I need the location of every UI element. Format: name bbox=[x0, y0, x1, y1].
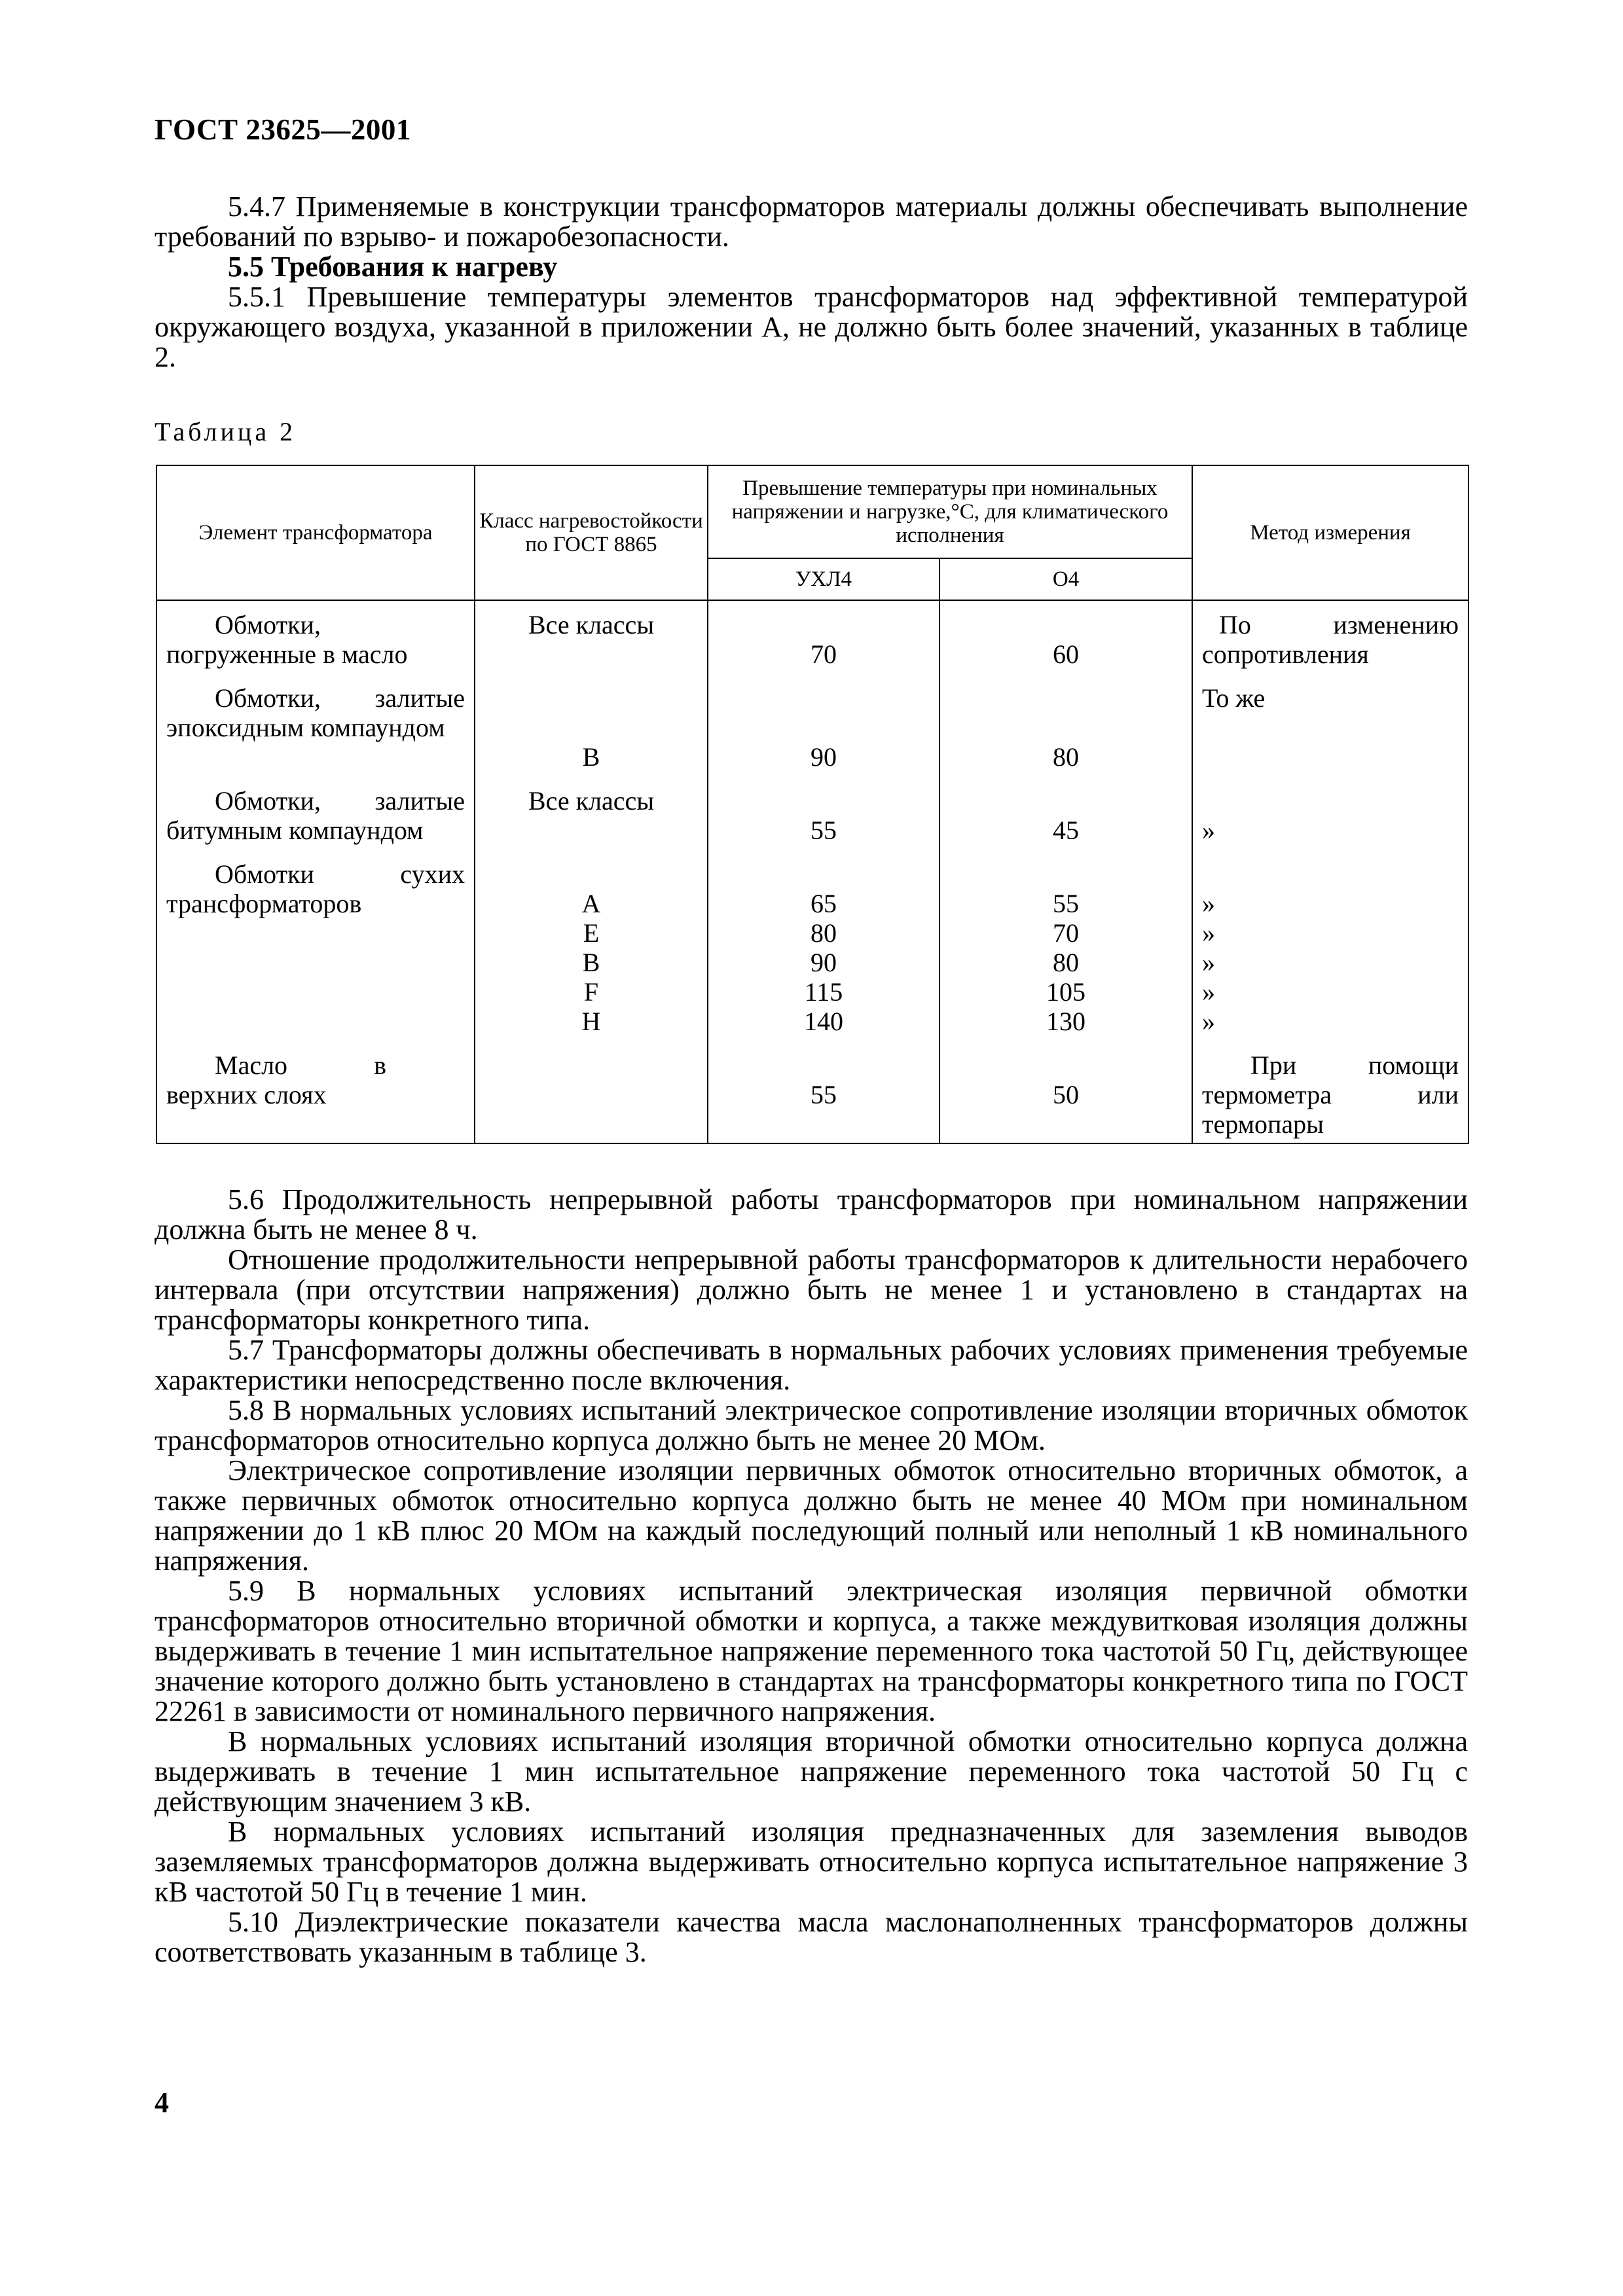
paragraph-5-8-primary: Электрическое сопротивление изоляции первичных обмоток относительно вторичных обмоток, а также первичных обмоток относительно корпуса должно быть не менее 40 МОм при номинальном напряжении до 1 кВ плюс 20 МОм на каждый последующий полный или неполный 1 кВ номинального напряжения. bbox=[155, 1454, 1468, 1577]
cell-uhl4: 55 bbox=[708, 1050, 939, 1143]
table-2 bbox=[156, 465, 1469, 1144]
paragraph-5-9-secondary: В нормальных условиях испытаний изоляция вторичной обмотки относительно корпуса должна выдерживать в течение 1 мин испытательное напряжение переменного тока частотой 50 Гц с действующим значением 3 кВ. bbox=[155, 1725, 1468, 1818]
table-row bbox=[156, 1050, 1468, 1143]
paragraph-5-8: 5.8 В нормальных условиях испытаний электрическое сопротивление изоляции вторичных обмоток трансформаторов относительно корпуса должно быть не менее 20 МОм. bbox=[155, 1394, 1468, 1456]
cell-o4: 60 bbox=[939, 600, 1192, 683]
table-caption: Таблица 2 bbox=[155, 417, 297, 446]
top-text bbox=[155, 192, 1468, 372]
cell-element: Масло в верхних слоях bbox=[156, 1050, 475, 1143]
cell-element: Обмотки сухих трансформаторов bbox=[156, 859, 475, 1050]
cell-uhl4: 65 80 90 115 140 bbox=[708, 859, 939, 1050]
cell-o4: 80 bbox=[939, 683, 1192, 786]
cell-uhl4: 70 bbox=[708, 600, 939, 683]
paragraph-5-5-1: 5.5.1 Превышение температуры элементов трансформаторов над эффективной температурой окружающего воздуха, указанной в приложении А, не должно быть более значений, указанных в таблице 2. bbox=[155, 281, 1468, 373]
paragraph-5-10: 5.10 Диэлектрические показатели качества масла маслонаполненных трансформаторов должны соответствовать указанным в таблице 3. bbox=[155, 1906, 1468, 1968]
cell-method: По изменению сопротивления bbox=[1192, 600, 1468, 683]
paragraph-5-7: 5.7 Трансформаторы должны обеспечивать в нормальных рабочих условиях применения требуемые характеристики непосредственно после включения. bbox=[155, 1334, 1468, 1396]
cell-class: В bbox=[475, 683, 708, 786]
cell-uhl4: 90 bbox=[708, 683, 939, 786]
cell-o4: 55 70 80 105 130 bbox=[939, 859, 1192, 1050]
header-uhl4: УХЛ4 bbox=[708, 558, 939, 600]
cell-element: Обмотки, залитые эпоксидным компаундом bbox=[156, 683, 475, 786]
cell-o4: 45 bbox=[939, 786, 1192, 859]
cell-method: То же bbox=[1192, 683, 1468, 786]
paragraph-5-4-7: 5.4.7 Применяемые в конструкции трансформаторов материалы должны обеспечивать выполнение требований по взрыво- и пожаробезопасности. bbox=[155, 190, 1468, 253]
table-row bbox=[156, 683, 1468, 786]
paragraph-5-9: 5.9 В нормальных условиях испытаний электрическая изоляция первичной обмотки трансформаторов относительно вторичной обмотки и корпуса, а также междувитковая изоляция должны выдерживать в течение 1 мин испытательное напряжение переменного тока частотой 50 Гц, действующее значение которого должно быть установлено в стандартах на трансформаторы конкретного типа по ГОСТ 22261 в зависимости от номинального первичного напряжения. bbox=[155, 1575, 1468, 1727]
cell-class bbox=[475, 1050, 708, 1143]
paragraph-5-6-ratio: Отношение продолжительности непрерывной работы трансформаторов к длительности нерабочего интервала (при отсутствии напряжения) должно быть не менее 1 и установлено в стандартах на трансформаторы конкретного типа. bbox=[155, 1244, 1468, 1336]
header-method: Метод измерения bbox=[1192, 465, 1468, 600]
header-element: Элемент трансформатора bbox=[156, 465, 475, 600]
header-overtemp: Превышение температуры при номинальных напряжении и нагрузке,°С, для климатического исполнения bbox=[708, 465, 1192, 558]
cell-class: Все классы bbox=[475, 786, 708, 859]
header-class: Класс нагревостойкости по ГОСТ 8865 bbox=[475, 465, 708, 600]
section-heading-5-5: 5.5 Требования к нагреву bbox=[228, 251, 558, 283]
table-row bbox=[156, 786, 1468, 859]
header-o4: О4 bbox=[939, 558, 1192, 600]
document-header: ГОСТ 23625—2001 bbox=[155, 113, 411, 146]
cell-class: Все классы bbox=[475, 600, 708, 683]
cell-method: » » » » » bbox=[1192, 859, 1468, 1050]
bottom-text bbox=[155, 1185, 1468, 1967]
cell-method: » bbox=[1192, 786, 1468, 859]
paragraph-5-9-grounding: В нормальных условиях испытаний изоляция предназначенных для заземления выводов заземляемых трансформаторов должна выдерживать относительно корпуса испытательное напряжение 3 кВ частотой 50 Гц в течение 1 мин. bbox=[155, 1816, 1468, 1908]
table-row bbox=[156, 600, 1468, 683]
cell-class: А Е В F Н bbox=[475, 859, 708, 1050]
cell-method: При помощи термометра или термопары bbox=[1192, 1050, 1468, 1143]
cell-uhl4: 55 bbox=[708, 786, 939, 859]
paragraph-5-6: 5.6 Продолжительность непрерывной работы трансформаторов при номинальном напряжении должна быть не менее 8 ч. bbox=[155, 1183, 1468, 1246]
cell-o4: 50 bbox=[939, 1050, 1192, 1143]
page-number: 4 bbox=[155, 2087, 169, 2119]
cell-element: Обмотки, залитые битумным компаундом bbox=[156, 786, 475, 859]
cell-element: Обмотки, погруженные в масло bbox=[156, 600, 475, 683]
table-row bbox=[156, 859, 1468, 1050]
